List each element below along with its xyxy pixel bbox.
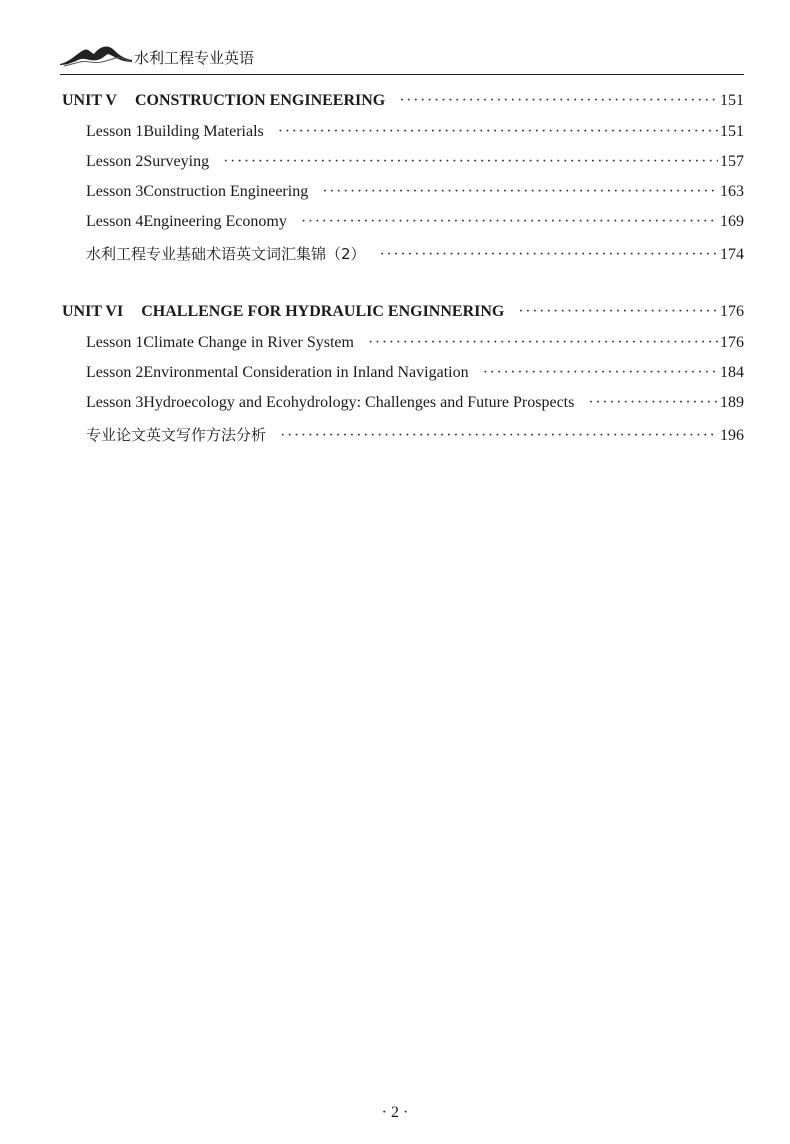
appendix-title: 专业论文英文写作方法分析 xyxy=(86,426,267,444)
page-number: 151 xyxy=(720,92,744,109)
toc-lesson[interactable] xyxy=(86,213,744,237)
toc-lesson[interactable] xyxy=(86,334,744,358)
leader-dots xyxy=(223,153,718,171)
lesson-title: Engineering Economy xyxy=(143,213,287,230)
page-number: 157 xyxy=(720,153,744,170)
page-footer-number: · 2 · xyxy=(381,1104,409,1121)
toc-unit-6[interactable] xyxy=(62,303,744,327)
page-number: 151 xyxy=(720,123,744,140)
book-title: 水利工程专业英语 xyxy=(134,48,255,67)
toc-lesson[interactable] xyxy=(86,183,744,207)
page-number: 169 xyxy=(720,213,744,230)
toc-lesson[interactable] xyxy=(86,123,744,147)
lesson-number: Lesson 4 xyxy=(86,213,144,230)
lesson-title: Environmental Consideration in Inland Navigation xyxy=(143,364,469,381)
toc-lesson[interactable] xyxy=(86,394,744,418)
page-number: 184 xyxy=(720,364,744,381)
lesson-number: Lesson 3 xyxy=(86,183,144,200)
leader-dots xyxy=(518,303,718,321)
leader-dots xyxy=(588,394,718,412)
toc-appendix[interactable] xyxy=(86,243,744,267)
mountain-wave-logo-icon xyxy=(60,40,132,68)
lesson-title: Hydroecology and Ecohydrology: Challenges and Future Prospects xyxy=(143,394,575,411)
lesson-number: Lesson 1 xyxy=(86,334,144,351)
leader-dots xyxy=(399,92,718,110)
page-number: 176 xyxy=(720,334,744,351)
header-rule xyxy=(60,74,744,75)
unit-number: UNIT VI xyxy=(62,303,124,320)
unit-number: UNIT V xyxy=(62,92,117,109)
page-number: 163 xyxy=(720,183,744,200)
appendix-title: 水利工程专业基础术语英文词汇集锦（2） xyxy=(86,245,366,263)
leader-dots xyxy=(368,334,718,352)
page-number: 196 xyxy=(720,427,744,444)
lesson-title: Building Materials xyxy=(143,123,264,140)
lesson-title: Climate Change in River System xyxy=(143,334,354,351)
page-number: 176 xyxy=(720,303,744,320)
toc-lesson[interactable] xyxy=(86,364,744,388)
lesson-number: Lesson 2 xyxy=(86,364,144,381)
toc-appendix[interactable] xyxy=(86,424,744,448)
page-number: 189 xyxy=(720,394,744,411)
leader-dots xyxy=(483,364,718,382)
lesson-number: Lesson 2 xyxy=(86,153,144,170)
running-header xyxy=(60,38,254,70)
lesson-number: Lesson 1 xyxy=(86,123,144,140)
unit-title: CHALLENGE FOR HYDRAULIC ENGINNERING xyxy=(141,303,505,320)
leader-dots xyxy=(301,213,718,231)
page-number: 174 xyxy=(720,246,744,263)
lesson-title: Construction Engineering xyxy=(143,183,309,200)
leader-dots xyxy=(280,427,718,445)
leader-dots xyxy=(322,183,718,201)
unit-title: CONSTRUCTION ENGINEERING xyxy=(134,92,386,109)
leader-dots xyxy=(278,123,718,141)
leader-dots xyxy=(380,246,718,264)
lesson-title: Surveying xyxy=(143,153,210,170)
toc-lesson[interactable] xyxy=(86,153,744,177)
toc-unit-5[interactable] xyxy=(62,92,744,116)
lesson-number: Lesson 3 xyxy=(86,394,144,411)
